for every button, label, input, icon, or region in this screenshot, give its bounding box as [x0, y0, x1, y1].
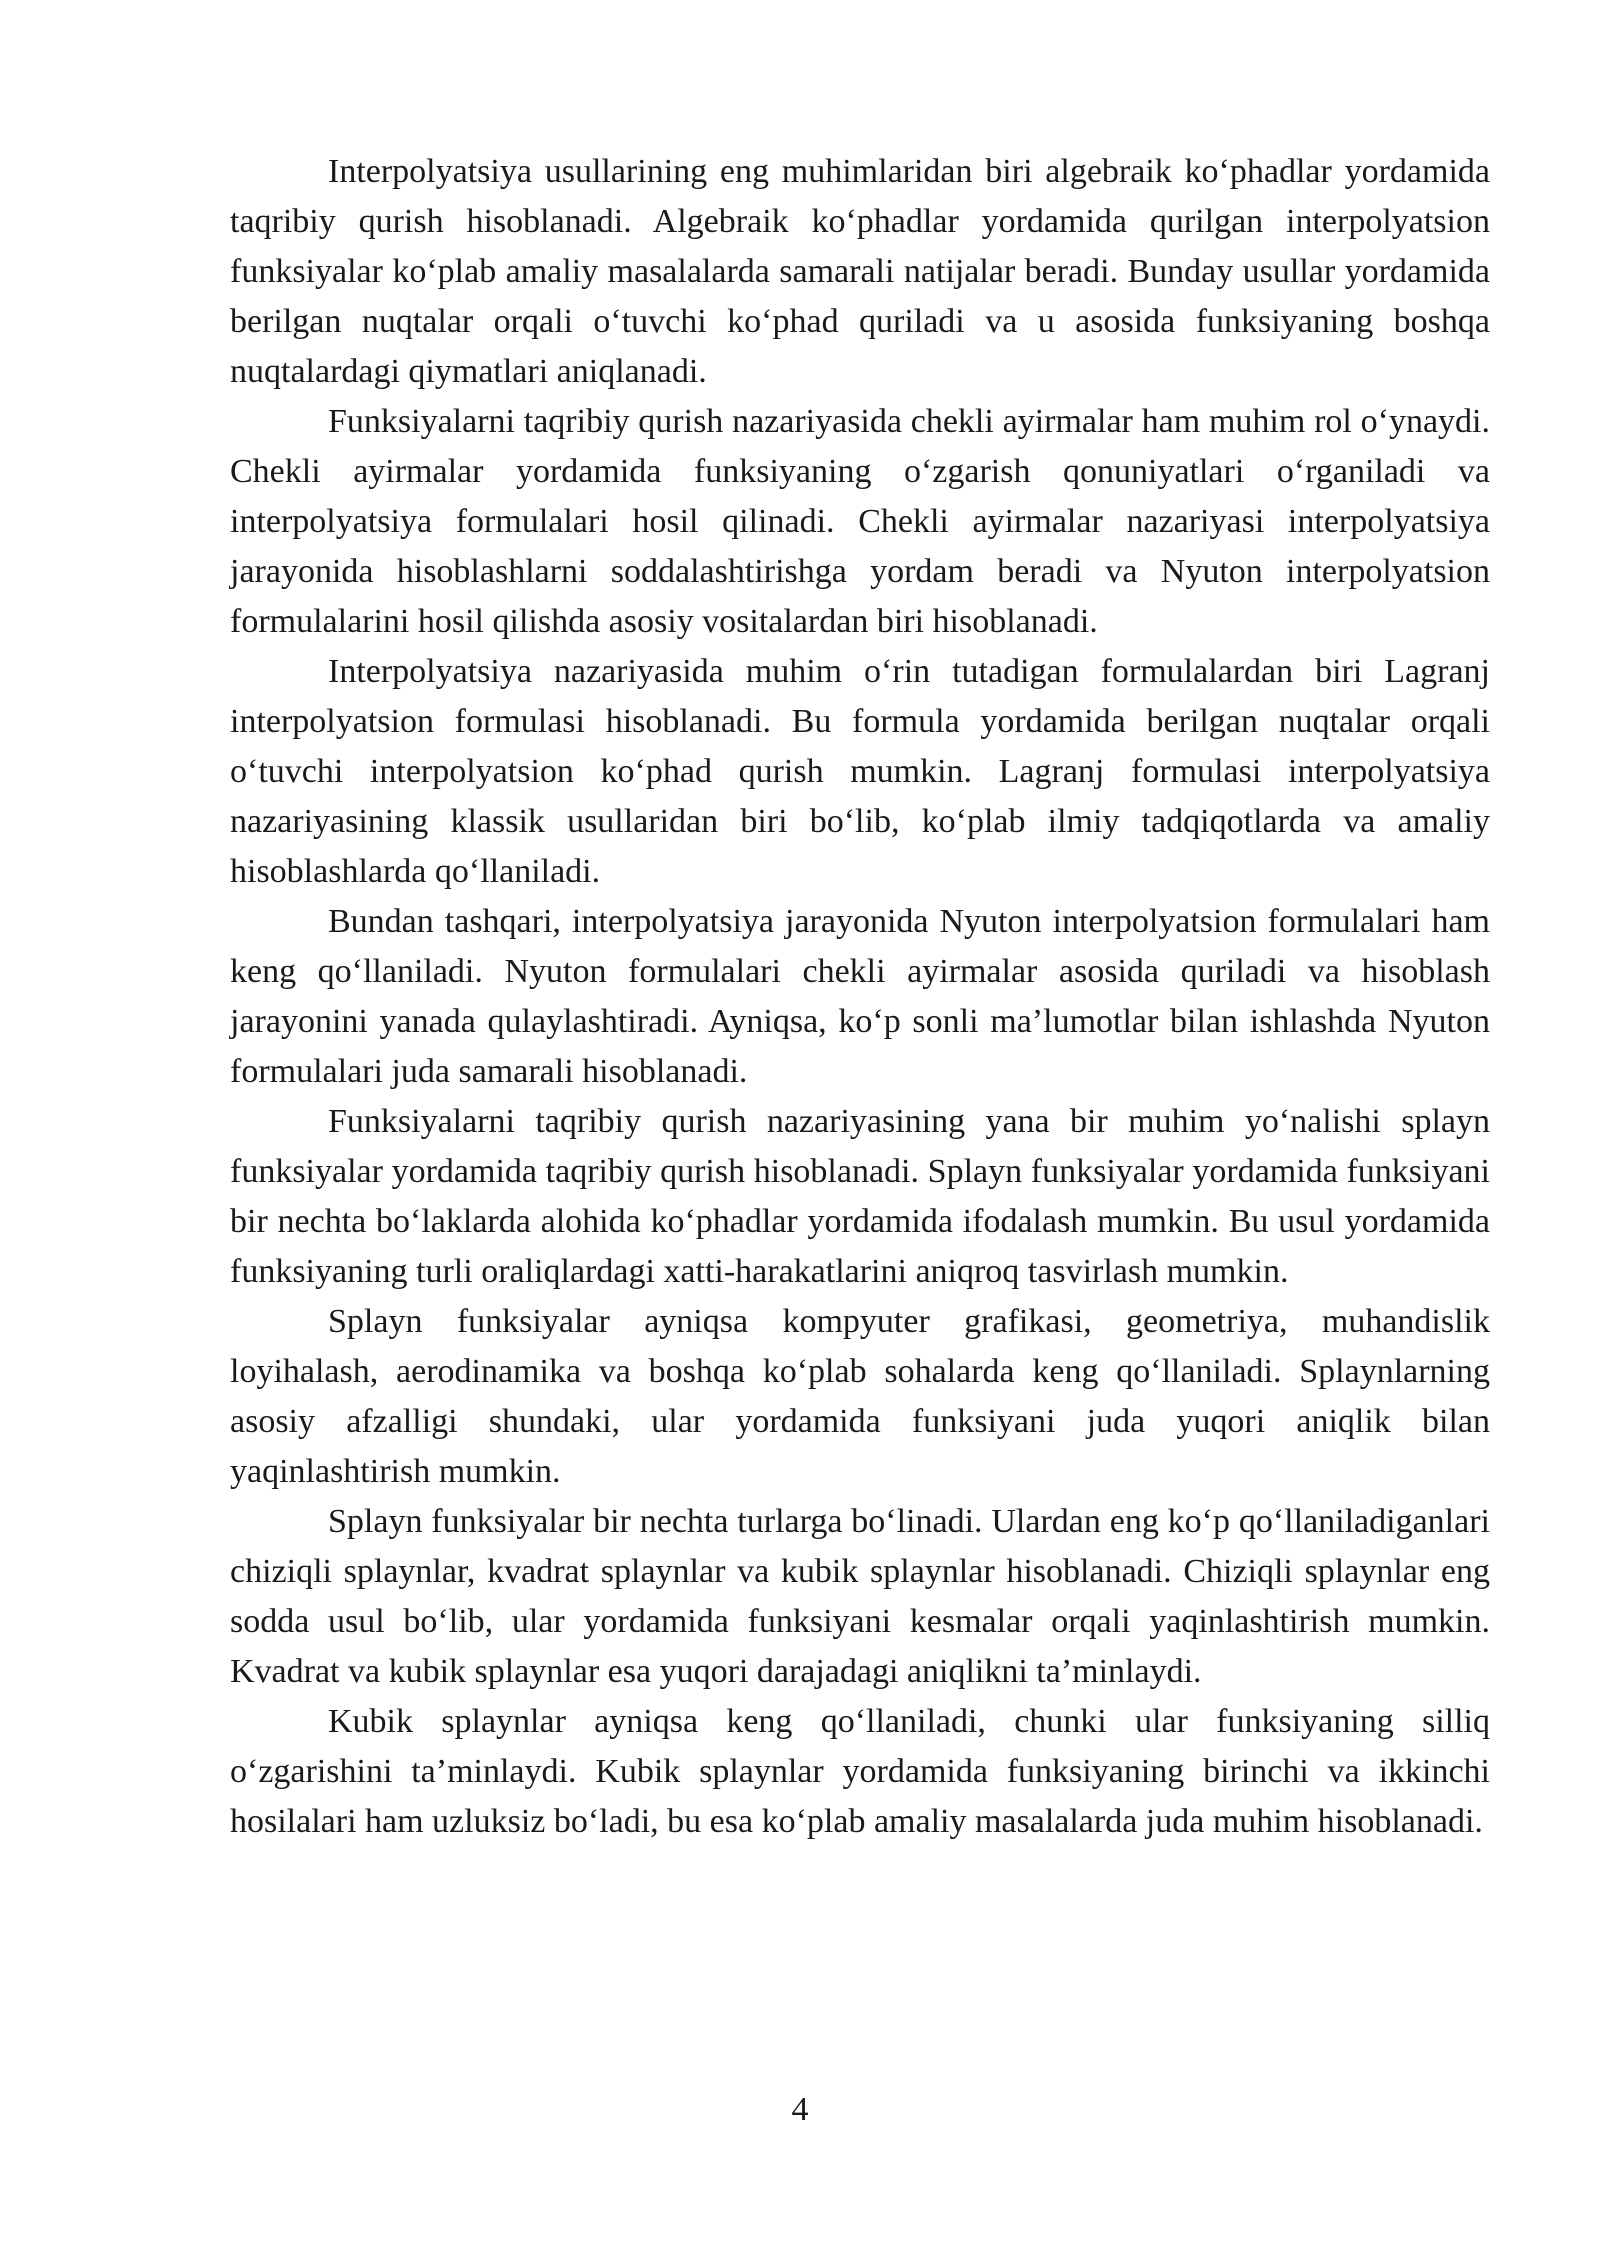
paragraph-4: Bundan tashqari, interpolyatsiya jarayonida Nyuton interpolyatsion formulalari ham keng qo‘llaniladi. Nyuton formulalari chekli ayirmalar asosida quriladi va hisoblash jarayonini yanada qulaylashtiradi. Ayniqsa, ko‘p sonli ma’lumotlar bilan ishlashda Nyuton formulalari juda samarali hisoblanadi.	[230, 903, 1490, 1090]
paragraph-6: Splayn funksiyalar ayniqsa kompyuter grafikasi, geometriya, muhandislik loyihalash, aerodinamika va boshqa ko‘plab sohalarda keng qo‘llaniladi. Splaynlarning asosiy afzalligi shundaki, ular yordamida funksiyani juda yuqori aniqlik bilan yaqinlashtirish mumkin.	[230, 1303, 1490, 1490]
paragraph-1: Interpolyatsiya usullarining eng muhimlaridan biri algebraik ko‘phadlar yordamida taqribiy qurish hisoblanadi. Algebraik ko‘phadlar yordamida qurilgan interpolyatsion funksiyalar ko‘plab amaliy masalalarda samarali natijalar beradi. Bunday usullar yordamida berilgan nuqtalar orqali o‘tuvchi ko‘phad quriladi va u asosida funksiyaning boshqa nuqtalardagi qiymatlari aniqlanadi.	[230, 153, 1490, 390]
paragraph-2: Funksiyalarni taqribiy qurish nazariyasida chekli ayirmalar ham muhim rol o‘ynaydi. Chekli ayirmalar yordamida funksiyaning o‘zgarish qonuniyatlari o‘rganiladi va interpolyatsiya formulalari hosil qilinadi. Chekli ayirmalar nazariyasi interpolyatsiya jarayonida hisoblashlarni soddalashtirishga yordam beradi va Nyuton interpolyatsion formulalarini hosil qilishda asosiy vositalardan biri hisoblanadi.	[230, 403, 1490, 640]
paragraph-7: Splayn funksiyalar bir nechta turlarga bo‘linadi. Ulardan eng ko‘p qo‘llaniladiganlari chiziqli splaynlar, kvadrat splaynlar va kubik splaynlar hisoblanadi. Chiziqli splaynlar eng sodda usul bo‘lib, ular yordamida funksiyani kesmalar orqali yaqinlashtirish mumkin. Kvadrat va kubik splaynlar esa yuqori darajadagi aniqlikni ta’minlaydi.	[230, 1503, 1490, 1690]
paragraph-8: Kubik splaynlar ayniqsa keng qo‘llaniladi, chunki ular funksiyaning silliq o‘zgarishini ta’minlaydi. Kubik splaynlar yordamida funksiyaning birinchi va ikkinchi hosilalari ham uzluksiz bo‘ladi, bu esa ko‘plab amaliy masalalarda juda muhim hisoblanadi.	[230, 1703, 1490, 1840]
paragraph-3: Interpolyatsiya nazariyasida muhim o‘rin tutadigan formulalardan biri Lagranj interpolyatsion formulasi hisoblanadi. Bu formula yordamida berilgan nuqtalar orqali o‘tuvchi interpolyatsion ko‘phad qurish mumkin. Lagranj formulasi interpolyatsiya nazariyasining klassik usullaridan biri bo‘lib, ko‘plab ilmiy tadqiqotlarda va amaliy hisoblashlarda qo‘llaniladi.	[230, 653, 1490, 890]
paragraph-5: Funksiyalarni taqribiy qurish nazariyasining yana bir muhim yo‘nalishi splayn funksiyalar yordamida taqribiy qurish hisoblanadi. Splayn funksiyalar yordamida funksiyani bir nechta bo‘laklarda alohida ko‘phadlar yordamida ifodalash mumkin. Bu usul yordamida funksiyaning turli oraliqlardagi xatti-harakatlarini aniqroq tasvirlash mumkin.	[230, 1103, 1490, 1290]
body-text	[230, 147, 1490, 1847]
page-number: 4	[791, 2091, 809, 2128]
